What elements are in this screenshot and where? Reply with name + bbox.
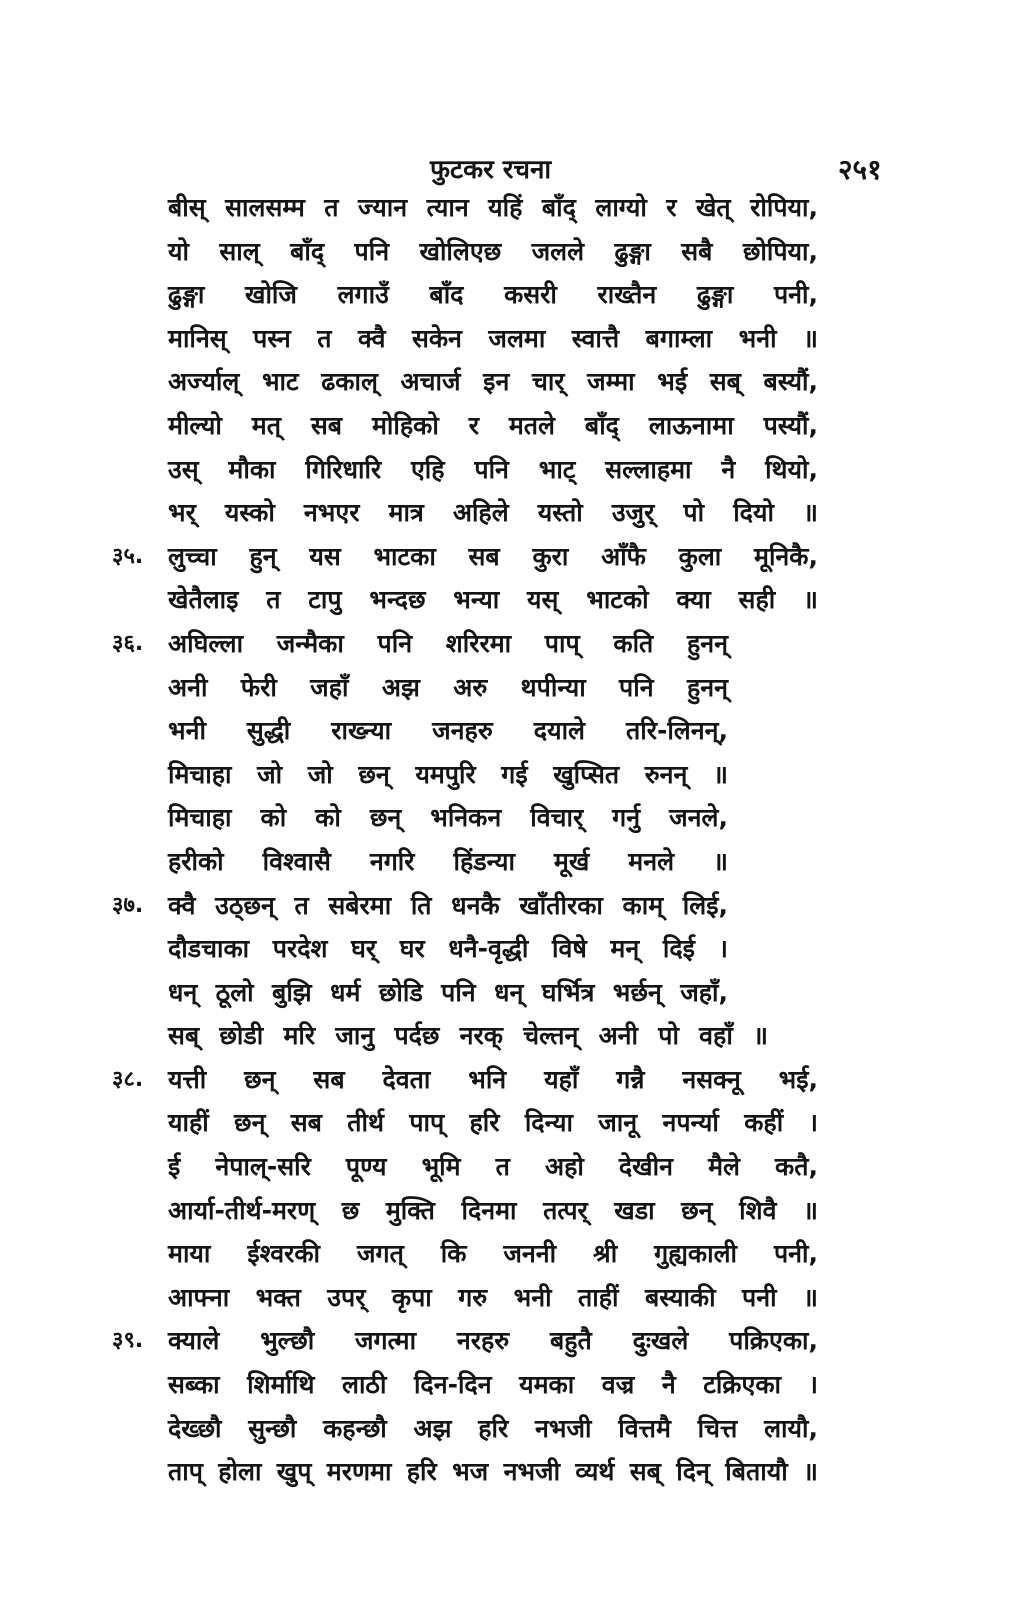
- verse-text: अनी फेरी जहाँ अझ अरु थपीन्या पनि हुनन्: [168, 672, 728, 702]
- verse-line: [0, 1363, 1024, 1407]
- verse-line: [0, 753, 1024, 797]
- verse-text: भर् यस्को नभएर मात्र अहिले यस्तो उजुर् पो दियो ॥: [168, 498, 818, 528]
- verse-text: यो साल् बाँद् पनि खोलिएछ जलले ढुङ्गा सबै छोपिया,: [168, 236, 818, 266]
- verse-line: [0, 796, 1024, 840]
- verse-text: यत्ती छन् सब देवता भनि यहाँ गन्नै नसक्नू भई,: [168, 1064, 818, 1094]
- verse-line: [0, 884, 1024, 928]
- verse-line: [0, 927, 1024, 971]
- verse-line: [0, 622, 1024, 666]
- verse-text: धन् ठूलो बुझि धर्म छोडि पनि धन् घर्भित्र भर्छन् जहाँ,: [168, 977, 728, 1007]
- verse-line: [0, 317, 1024, 361]
- running-head: [0, 150, 1024, 186]
- verse-line: [0, 491, 1024, 535]
- verse-body: [0, 186, 1024, 1494]
- verse-text: ई नेपाल्-सरि पूण्य भूमि त अहो देखीन मैले कतै,: [168, 1152, 818, 1182]
- verse-text: अघिल्ला जन्मैका पनि शरिरमा पाप् कति हुनन्: [168, 628, 728, 658]
- verse-line: [0, 404, 1024, 448]
- verse-line: [0, 1407, 1024, 1451]
- verse-line: [0, 230, 1024, 274]
- verse-text: ताप् होला खुप् मरणमा हरि भज नभजी व्यर्थ सब् दिन् बितायौ ॥: [168, 1457, 818, 1487]
- verse-line: [0, 186, 1024, 230]
- verse-text: हरीको विश्वासै नगरि हिंडन्या मूर्ख मनले ॥: [168, 846, 728, 876]
- verse-text: मिचाहा को को छन् भनिकन विचार् गर्नु जनले,: [168, 803, 728, 833]
- verse-text: लुच्चा हुन् यस भाटका सब कुरा आँफै कुला मूनिकै,: [168, 541, 818, 571]
- verse-number: ३७.: [112, 892, 144, 918]
- verse-line: [0, 448, 1024, 492]
- verse-number: ३५.: [112, 543, 144, 569]
- verse-line: [0, 709, 1024, 753]
- verse-number: ३९.: [112, 1328, 144, 1354]
- verse-line: [0, 1189, 1024, 1233]
- verse-line: [0, 273, 1024, 317]
- verse-text: मील्यो मत् सब मोहिको र मतले बाँद् लाऊनामा पस्यौं,: [168, 410, 818, 440]
- verse-line: [0, 1014, 1024, 1058]
- verse-text: मानिस् पस्न त क्वै सकेन जलमा स्वात्तै बगाम्ला भनी ॥: [168, 323, 818, 353]
- verse-text: ढुङ्गा खोजि लगाउँ बाँद कसरी राख्तैन ढुङ्गा पनी,: [168, 280, 818, 310]
- verse-line: [0, 1450, 1024, 1494]
- verse-line: [0, 840, 1024, 884]
- page-title: फुटकर रचना: [430, 155, 552, 185]
- verse-text: माया ईश्वरकी जगत् कि जननी श्री गुह्यकाली पनी,: [168, 1239, 818, 1269]
- verse-text: खेतैलाइ त टापु भन्दछ भन्या यस् भाटको क्या सही ॥: [168, 585, 818, 615]
- verse-line: [0, 971, 1024, 1015]
- verse-line: [0, 1232, 1024, 1276]
- verse-text: देख्छौ सुन्छौ कहन्छौ अझ हरि नभजी वित्तमै चित्त लायौ,: [168, 1413, 818, 1443]
- verse-line: [0, 1058, 1024, 1102]
- verse-text: बीस् सालसम्म त ज्यान त्यान यहिं बाँद् लाग्यो र खेत् रोपिया,: [168, 193, 818, 222]
- verse-text: याहीं छन् सब तीर्थ पाप् हरि दिन्या जानू नपर्न्या कहीं ।: [168, 1108, 818, 1138]
- verse-text: आफ्ना भक्त उपर् कृपा गरु भनी ताहीं बस्याकी पनी ॥: [168, 1282, 818, 1312]
- verse-text: भनी सुद्धी राख्न्या जनहरु दयाले तरि-लिनन्,: [168, 716, 728, 746]
- verse-line: [0, 360, 1024, 404]
- verse-text: उस् मौका गिरिधारि एहि पनि भाट् सल्लाहमा नै थियो,: [168, 454, 818, 484]
- verse-number: ३६.: [112, 630, 144, 656]
- verse-text: क्याले भुल्छौ जगत्मा नरहरु बहुतै दुःखले पक्रिएका,: [168, 1326, 818, 1356]
- verse-line: [0, 1276, 1024, 1320]
- verse-text: आर्या-तीर्थ-मरण् छ मुक्ति दिनमा तत्पर् खडा छन् शिवै ॥: [168, 1195, 818, 1225]
- verse-line: [0, 535, 1024, 579]
- verse-line: [0, 666, 1024, 710]
- verse-line: [0, 578, 1024, 622]
- page-number: २५१: [838, 153, 882, 186]
- verse-text: दौडचाका परदेश घर् घर धनै-वृद्धी विषे मन् दिई ।: [168, 934, 728, 964]
- verse-line: [0, 1145, 1024, 1189]
- verse-line: [0, 1101, 1024, 1145]
- verse-text: मिचाहा जो जो छन् यमपुरि गई खुप्सित रुनन् ॥: [168, 759, 728, 789]
- verse-text: सब् छोडी मरि जानु पर्दछ नरक् चेल्तन् अनी पो वहाँ ॥: [168, 1021, 768, 1051]
- verse-text: अर्ज्याल् भाट ढकाल् अचार्ज इन चार् जम्मा भई सब् बस्यौं,: [168, 367, 818, 397]
- verse-text: सब्का शिर्माथि लाठी दिन-दिन यमका वज्र नै टक्रिएका ।: [168, 1370, 818, 1400]
- verse-line: [0, 1319, 1024, 1363]
- verse-text: क्वै उठ्छन् त सबेरमा ति धनकै खाँतीरका काम् लिई,: [168, 890, 728, 920]
- verse-number: ३८.: [112, 1066, 144, 1092]
